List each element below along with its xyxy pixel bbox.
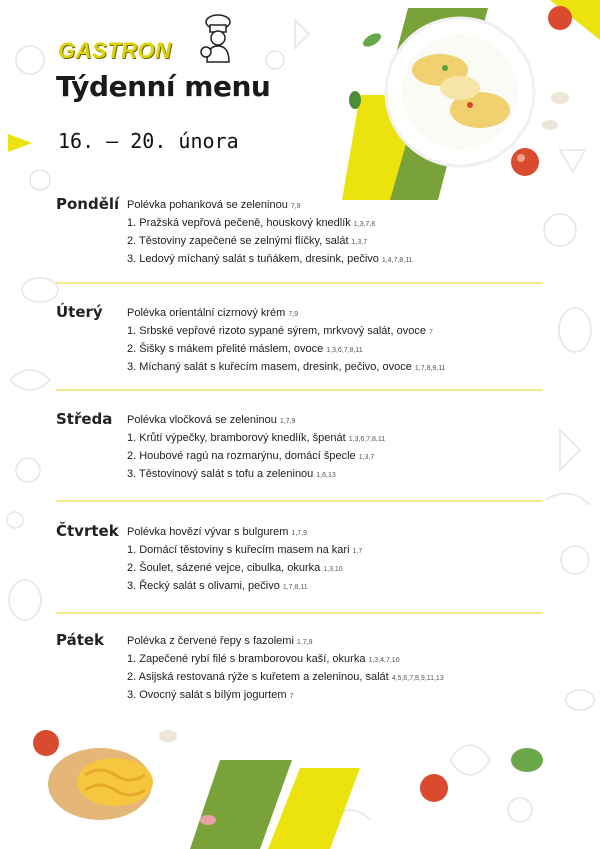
soup-line: Polévka z červené řepy s fazolemi 1,7,9 <box>127 635 313 647</box>
meal-line: 1. Zapečené rybí filé s bramborovou kaší, okurka 1,3,4,7,10 <box>127 653 400 665</box>
allergen-codes: 1,6,13 <box>316 472 336 479</box>
day-name: Středa <box>56 410 113 428</box>
allergen-codes: 1,3,6,7,8,11 <box>326 347 363 354</box>
allergen-codes: 1,7 <box>352 548 363 555</box>
allergen-codes: 1,3,7 <box>358 454 375 461</box>
date-range: 16. – 20. února <box>58 129 239 153</box>
bottom-decoration <box>0 700 600 849</box>
divider <box>56 612 543 614</box>
soup-line: Polévka hovězí vývar s bulgurem 1,7,9 <box>127 526 307 538</box>
meal-line: 2. Těstoviny zapečené se zelnými flíčky, salát 1,3,7 <box>127 235 368 247</box>
meal-line: 3. Ledový míchaný salát s tuňákem, dresink, pečivo 1,4,7,8,11 <box>127 253 413 265</box>
allergen-codes: 7 <box>289 693 294 700</box>
meal-line: 3. Míchaný salát s kuřecím masem, dresink, pečivo, ovoce 1,7,8,9,11 <box>127 361 446 373</box>
allergen-codes: 1,3,10 <box>323 566 343 573</box>
meal-line: 1. Srbské vepřové rizoto sypané sýrem, mrkvový salát, ovoce 7 <box>127 325 433 337</box>
day-name: Pondělí <box>56 195 120 213</box>
allergen-codes: 1,7,9 <box>296 639 313 646</box>
allergen-codes: 1,4,7,8,11 <box>381 257 413 264</box>
meal-line: 2. Houbové ragú na rozmarýnu, domácí špecle 1,3,7 <box>127 450 375 462</box>
chef-mascot-icon <box>197 14 239 64</box>
meal-line: 2. Asijská restovaná rýže s kuřetem a zeleninou, salát 4,5,6,7,8,9,11,13 <box>127 671 444 683</box>
meal-line: 2. Šišky s mákem přelité máslem, ovoce 1,3,6,7,8,11 <box>127 343 363 355</box>
soup-line: Polévka orientální cizrnový krém 7,9 <box>127 307 299 319</box>
allergen-codes: 1,3,7 <box>351 239 368 246</box>
meal-line: 3. Řecký salát s olivami, pečivo 1,7,8,11 <box>127 580 308 592</box>
allergen-codes: 1,7,9 <box>279 418 296 425</box>
meal-line: 3. Těstovinový salát s tofu a zeleninou 1,6,13 <box>127 468 336 480</box>
allergen-codes: 7 <box>428 329 433 336</box>
day-name: Pátek <box>56 631 105 649</box>
date-arrow-icon <box>8 134 32 152</box>
day-name: Úterý <box>56 303 103 321</box>
meal-line: 1. Domácí těstoviny s kuřecím masem na kari 1,7 <box>127 544 363 556</box>
allergen-codes: 1,7,9 <box>291 530 307 537</box>
day-name: Čtvrtek <box>56 522 119 540</box>
meal-line: 3. Ovocný salát s bílým jogurtem 7 <box>127 689 294 701</box>
meal-line: 1. Pražská vepřová pečeně, houskový knedlík 1,3,7,8 <box>127 217 376 229</box>
allergen-codes: 4,5,6,7,8,9,11,13 <box>391 675 444 682</box>
allergen-codes: 7,9 <box>290 203 301 210</box>
meal-line: 1. Krůtí výpečky, bramborový knedlík, špenát 1,3,6,7,8,11 <box>127 432 386 444</box>
allergen-codes: 1,3,7,8 <box>353 221 376 228</box>
allergen-codes: 1,3,4,7,10 <box>368 657 400 664</box>
soup-line: Polévka pohanková se zeleninou 7,9 <box>127 199 301 211</box>
top-right-decoration <box>320 0 600 200</box>
meal-line: 2. Šoulet, sázené vejce, cibulka, okurka 1,3,10 <box>127 562 343 574</box>
allergen-codes: 1,3,6,7,8,11 <box>348 436 386 443</box>
allergen-codes: 7,9 <box>288 311 299 318</box>
allergen-codes: 1,7,8,9,11 <box>414 365 446 372</box>
divider <box>56 500 543 502</box>
brand-logo: GASTRON <box>58 38 172 63</box>
allergen-codes: 1,7,8,11 <box>282 584 308 591</box>
divider <box>56 282 543 284</box>
page-title: Týdenní menu <box>56 70 271 103</box>
soup-line: Polévka vločková se zeleninou 1,7,9 <box>127 414 296 426</box>
divider <box>56 389 543 391</box>
